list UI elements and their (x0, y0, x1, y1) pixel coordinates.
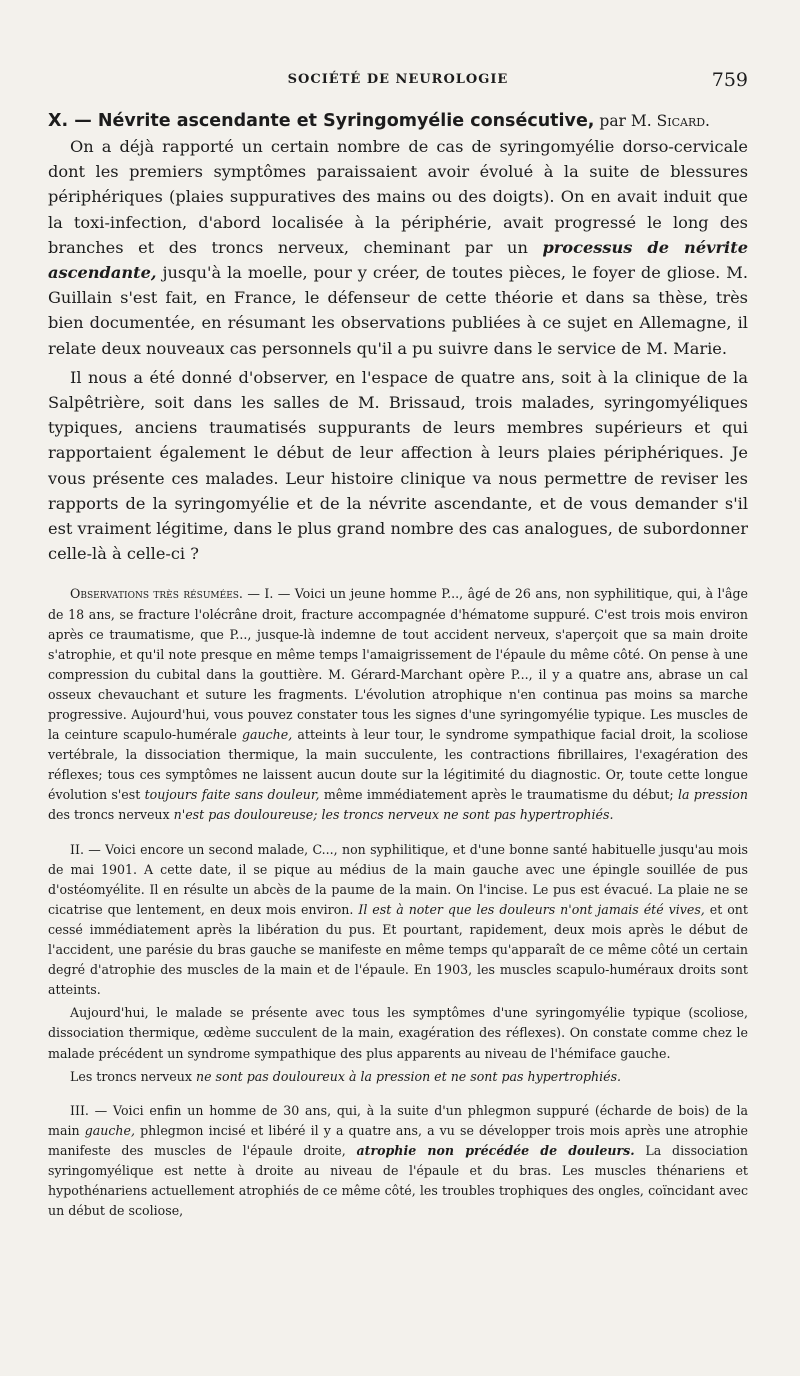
section-author: Sicard. (656, 112, 710, 130)
intro-1-text-c: jusqu'à la moelle, pour y créer, de toutes pièces, le foyer de gliose. M. Guillain s'est fait, en France, le défenseur de cette théorie et dans sa thèse, très bien documentée, en résumant les observations publiées à ce sujet en Allemagne, il relate deux nouveaux cas personnels qu'il a pu suivre dans le service de M. Marie. (48, 263, 748, 358)
obs3-a-italic: gauche, (84, 1122, 136, 1138)
obs3-b: phlegmon incisé et libéré il y a quatre ans, a vu se développer trois mois après une atrophie manifeste des muscles de l'épaule droite, (48, 1122, 748, 1158)
obs1-mid-italic: toujours faite sans douleur, (144, 787, 320, 803)
section-title (48, 108, 748, 134)
obs2-p1b: et ont cessé immédiatement après la libération du pus. Et pourtant, rapidement, deux mois après le début de l'accident, une parésie du bras gauche se manifeste en même temps qu'apparaît de ce même côté un certain degré d'atrophie des muscles de la main et de l'épaule. En 1903, les muscles scapulo-huméraux droits sont atteints. (48, 901, 748, 998)
observation-3 (48, 1101, 748, 1222)
running-title: SOCIÉTÉ DE NEUROLOGIE (287, 72, 509, 87)
obs1-lead: — I. — Voici un jeune homme P..., âgé de 26 ans, non syphilitique, qui, à l'âge de 18 ans, se fracture l'olécrâne droit, fracture accompagnée d'hématome suppuré. C'est trois mois environ après ce traumatisme, que P..., jusque-là indemne de tout accident nerveux, s'aperçoit que sa main droite s'atrophie, et qu'il note presque en même temps l'amaigrissement de l'épaule du même côté. On pense à une compression du cubital dans la gouttière. M. Gérard-Marchant opère P..., il y a quatre ans, abrase un cal osseux chevauchant et suture les fragments. L'évolution atrophique n'en continua pas moins sa marche progressive. Aujourd'hui, vous pouvez constater tous les signes d'une syringomyélie typique. Les muscles de la ceinture scapulo-humérale (48, 586, 748, 743)
document-page (48, 69, 748, 1221)
obs2-p3a: Les troncs nerveux (70, 1068, 196, 1084)
obs2-p3-italic: ne sont pas douloureux à la pression et ne sont pas hypertrophiés. (195, 1068, 622, 1084)
obs1-end-italic: la pression (677, 787, 748, 803)
obs1-lead-italic: gauche, (241, 727, 293, 743)
obs3-a: III. — Voici enfin un homme de 30 ans, qui, à la suite d'un phlegmon suppuré (écharde de bois) de la main (48, 1102, 748, 1138)
obs1-mid: atteints à leur tour, le syndrome sympathique facial droit, la scoliose vertébrale, la dissociation thermique, la main succulente, les contractions fibrillaires, l'exagération des réflexes; tous ces symptômes ne laissent aucun doute sur la légitimité du diagnostic. Or, toute cette longue évolution s'est (48, 727, 748, 803)
obs3-b-italic: atrophie non précédée de douleurs. (356, 1142, 635, 1158)
intro-1-emphasis: processus de névrite ascendante, (48, 237, 748, 283)
obs2-p1-italic: Il est à noter que les douleurs n'ont jamais été vives, (358, 901, 705, 917)
obs1-mid2: même immédiatement après le traumatisme du début; (319, 787, 678, 803)
intro-paragraph-1 (48, 134, 748, 361)
observations-block (48, 584, 748, 1221)
running-head (48, 69, 748, 96)
observations-heading: Observations très résumées. (70, 586, 243, 602)
obs3-c: La dissociation syringomyélique est nette à droite au niveau de l'épaule et du bras. Les muscles thénariens et hypothénariens actuellement atrophiés de ce même côté, les troubles trophiques des ongles, coïncidant avec un début de scoliose, (48, 1142, 748, 1219)
intro-2-text: Il nous a été donné d'observer, en l'espace de quatre ans, soit à la clinique de la Salpêtrière, soit dans les salles de M. Brissaud, trois malades, syringomyéliques typiques, anciens traumatisés suppurants de leurs membres supérieurs et qui rapportaient également le début de leur affection à leurs plaies périphériques. Je vous présente ces malades. Leur histoire clinique va nous permettre de reviser les rapports de la syringomyélie et de la névrite ascendante, et de vous demander s'il est vraiment légitime, dans le plus grand nombre des cas analogues, de subordonner celle-là à celle-ci ? (48, 367, 748, 564)
obs2-p1a: II. — Voici encore un second malade, C..., non syphilitique, et d'une bonne santé habituelle jusqu'au mois de mai 1901. A cette date, il se pique au médius de la main gauche avec une épingle souillée de pus d'ostéomyélite. Il en résulte un abcès de la paume de la main. On l'incise. Le pus est évacué. La plaie ne se cicatrise que lentement, en deux mois environ. (48, 841, 748, 917)
intro-paragraph-2 (48, 365, 748, 567)
obs1-end3-italic: n'est pas douloureuse; les troncs nerveux ne sont pas hypertrophiés. (173, 807, 614, 823)
obs1-end2: des troncs nerveux (48, 807, 174, 823)
observation-2-paragraph-3 (48, 1067, 748, 1087)
section-title-text: Névrite ascendante et Syringomyélie consécutive, (97, 111, 595, 131)
observation-1 (48, 584, 748, 825)
section-by: par M. (594, 112, 657, 130)
observation-2-paragraph-2: Aujourd'hui, le malade se présente avec tous les symptômes d'une syringomyélie typique (scoliose, dissociation thermique, œdème succulent de la main, exagération des réflexes). On constate comme chez le malade précédent un syndrome sympathique des plus apparents au niveau de l'hémiface gauche. (48, 1005, 748, 1061)
section-numeral: X. — (48, 111, 98, 131)
intro-1-text-a: On a déjà rapporté un certain nombre de cas de syringomyélie dorso-cervicale dont les premiers symptômes paraissaient avoir évolué à la suite de blessures périphériques (plaies suppuratives des mains ou des doigts). On en avait induit que la toxi-infection, d'abord localisée à la périphérie, avait progressé le long des branches et des troncs nerveux, cheminant par un (48, 137, 748, 257)
observation-2-paragraph-1 (48, 840, 748, 1001)
page-number: 759 (711, 69, 748, 91)
